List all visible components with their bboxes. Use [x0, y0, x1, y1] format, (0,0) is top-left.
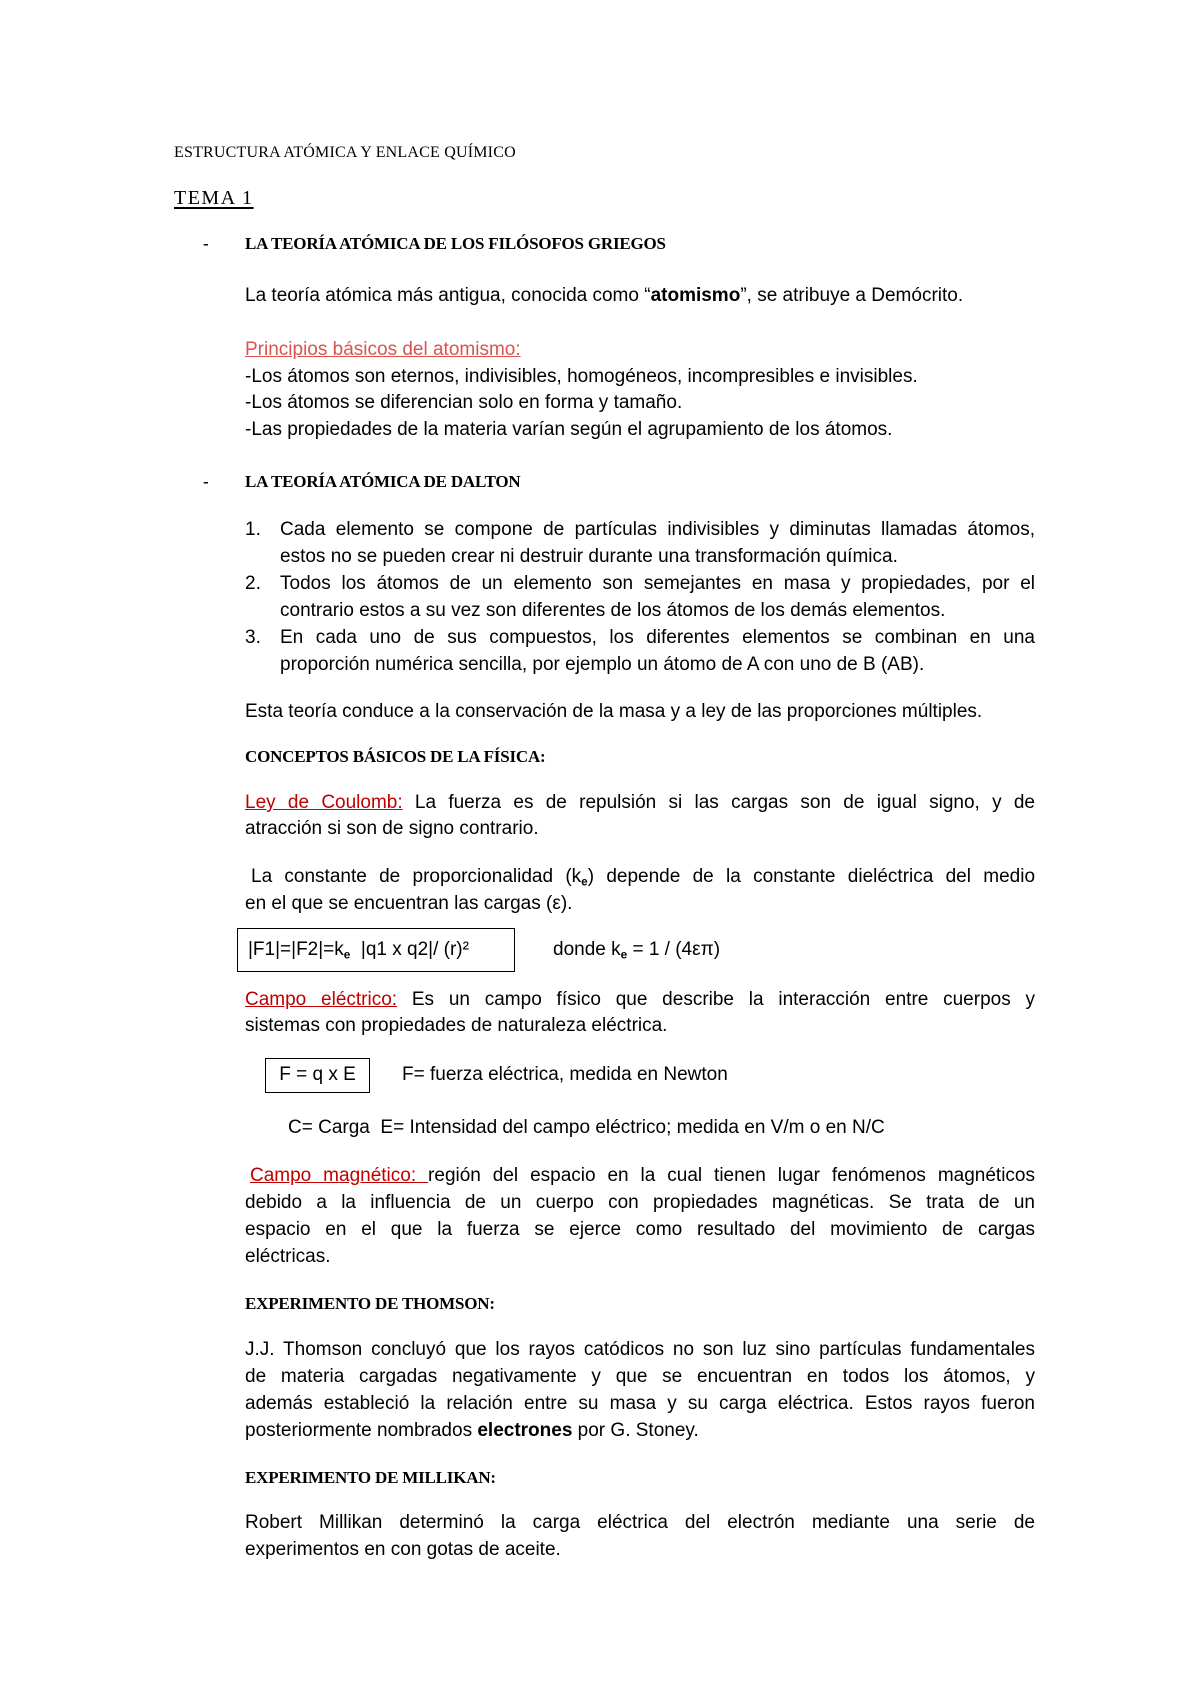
electric-field-label: Campo eléctrico: — [245, 989, 398, 1010]
dalton-conclusion: Esta teoría conduce a la conservación de la masa y a ley de las proporciones múltiples. — [245, 701, 983, 722]
thomson-paragraph-line: de materia cargadas negativamente y que se encuentran en todos los átomos, y — [245, 1366, 1035, 1387]
intro-paragraph — [245, 283, 963, 309]
principle-item: -Los átomos son eternos, indivisibles, homogéneos, incompresibles e invisibles. — [245, 366, 918, 387]
magnetic-field-paragraph-line: eléctricas. — [245, 1246, 331, 1267]
thomson-paragraph-line: J.J. Thomson concluyó que los rayos catódicos no son luz sino partículas fundamentales — [245, 1339, 1035, 1360]
electric-field-paragraph-line — [245, 987, 1035, 1013]
magnetic-field-paragraph-line: espacio en el que la fuerza se ejerce como resultado del movimiento de cargas — [245, 1219, 1035, 1240]
intro-text-end: ”, se atribuye a Demócrito. — [740, 285, 964, 306]
postulate-number: 2. — [245, 573, 261, 594]
coulomb-text: La fuerza es de repulsión si las cargas son de igual signo, y de — [402, 792, 1035, 813]
principle-item: -Las propiedades de la materia varían según el agrupamiento de los átomos. — [245, 419, 893, 440]
field-variables: C= Carga E= Intensidad del campo eléctrico; medida en V/m o en N/C — [288, 1117, 885, 1138]
electric-field-paragraph-line: sistemas con propiedades de naturaleza eléctrica. — [245, 1015, 668, 1036]
millikan-paragraph-line: experimentos en con gotas de aceite. — [245, 1539, 561, 1560]
section-heading-physics: CONCEPTOS BÁSICOS DE LA FÍSICA: — [245, 747, 546, 766]
thomson-text-end: por G. Stoney. — [572, 1420, 699, 1441]
constant-formula — [553, 937, 720, 963]
constant-formula-subscript: e — [620, 948, 628, 962]
magnetic-field-text: región del espacio en la cual tienen lugar fenómenos magnéticos — [428, 1165, 1035, 1186]
force-definition: F= fuerza eléctrica, medida en Newton — [402, 1064, 728, 1085]
coulomb-formula-box — [237, 928, 515, 972]
constant-subscript: e — [581, 875, 588, 889]
section-bullet: - — [203, 472, 209, 491]
magnetic-field-paragraph-line — [250, 1163, 1035, 1189]
postulate-line: proporción numérica sencilla, por ejemplo un átomo de A con uno de B (AB). — [280, 654, 925, 675]
postulate-line: Todos los átomos de un elemento son semejantes en masa y propiedades, por el — [280, 573, 1035, 594]
section-heading-dalton: LA TEORÍA ATÓMICA DE DALTON — [245, 472, 521, 491]
constant-text-end: ) depende de la constante dieléctrica del medio — [587, 866, 1036, 887]
formula-rest: |q1 x q2|/ (r)² — [350, 939, 469, 960]
magnetic-field-paragraph-line: debido a la influencia de un cuerpo con propiedades magnéticas. Se trata de un — [245, 1192, 1035, 1213]
magnetic-field-label: Campo magnético: — [250, 1165, 429, 1186]
postulate-line: estos no se pueden crear ni destruir durante una transformación química. — [280, 546, 898, 567]
thomson-paragraph-line: además estableció la relación entre su masa y su carga eléctrica. Estos rayos fueron — [245, 1393, 1035, 1414]
coulomb-law-label: Ley de Coulomb: — [245, 792, 403, 813]
coulomb-formula — [248, 929, 469, 970]
force-formula: F = q x E — [279, 1064, 356, 1085]
postulate-line: contrario estos a su vez son diferentes de los átomos de los demás elementos. — [280, 600, 946, 621]
section-heading-millikan: EXPERIMENTO DE MILLIKAN: — [245, 1468, 496, 1487]
constant-formula-rest: = 1 / (4επ) — [627, 939, 721, 960]
principle-item: -Los átomos se diferencian solo en forma y tamaño. — [245, 392, 683, 413]
section-heading-greek: LA TEORÍA ATÓMICA DE LOS FILÓSOFOS GRIEGOS — [245, 234, 666, 253]
constant-formula-main: donde k — [553, 939, 621, 960]
principles-label: Principios básicos del atomismo: — [245, 339, 521, 360]
topic-heading: TEMA 1 — [174, 187, 254, 209]
constant-paragraph-line — [251, 864, 1035, 890]
postulate-line: En cada uno de sus compuestos, los diferentes elementos se combinan en una — [280, 627, 1035, 648]
postulate-number: 1. — [245, 519, 261, 540]
constant-paragraph-line: en el que se encuentran las cargas (ε). — [245, 893, 573, 914]
coulomb-paragraph-line — [245, 790, 1035, 816]
formula-subscript: e — [343, 948, 351, 962]
intro-keyword: atomismo — [650, 285, 741, 306]
intro-text: La teoría atómica más antigua, conocida como “ — [245, 285, 651, 306]
postulate-number: 3. — [245, 627, 261, 648]
section-bullet: - — [203, 234, 209, 253]
electric-field-text: Es un campo físico que describe la interacción entre cuerpos y — [397, 989, 1035, 1010]
document-title: ESTRUCTURA ATÓMICA Y ENLACE QUÍMICO — [174, 144, 516, 161]
formula-main: |F1|=|F2|=k — [248, 939, 344, 960]
millikan-paragraph-line: Robert Millikan determinó la carga eléctrica del electrón mediante una serie de — [245, 1512, 1035, 1533]
section-heading-thomson: EXPERIMENTO DE THOMSON: — [245, 1294, 495, 1313]
force-formula-box — [265, 1058, 370, 1093]
thomson-paragraph-line — [245, 1418, 699, 1444]
thomson-keyword: electrones — [477, 1420, 573, 1441]
coulomb-paragraph-line: atracción si son de signo contrario. — [245, 818, 539, 839]
postulate-line: Cada elemento se compone de partículas indivisibles y diminutas llamadas átomos, — [280, 519, 1035, 540]
constant-text: La constante de proporcionalidad (k — [251, 866, 582, 887]
thomson-text: posteriormente nombrados — [245, 1420, 478, 1441]
